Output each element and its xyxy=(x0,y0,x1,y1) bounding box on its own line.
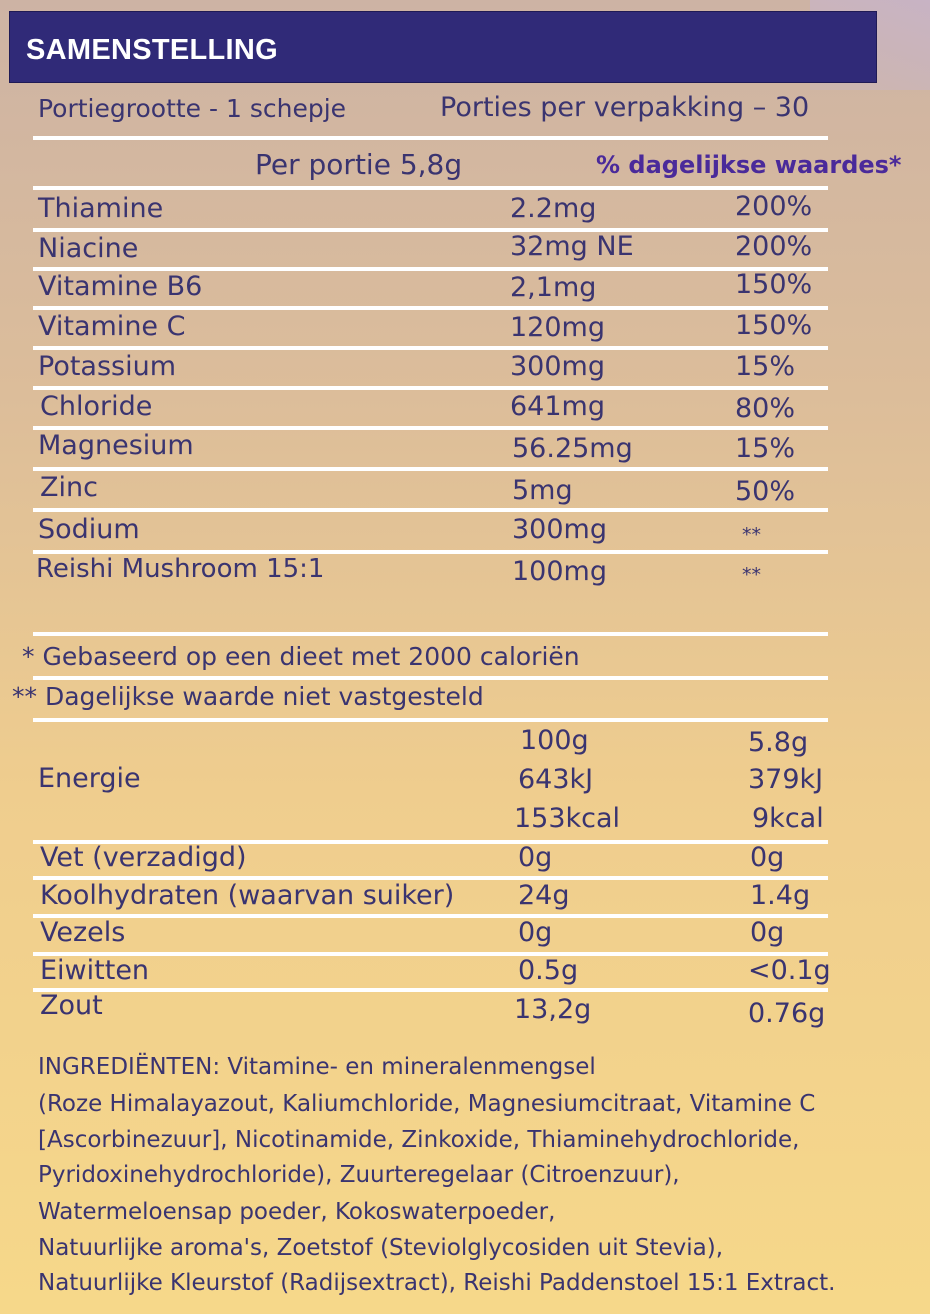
footnote-not-set: ** Dagelijkse waarde niet vastgesteld xyxy=(12,682,484,711)
nutrient-amount: 2.2mg xyxy=(510,193,597,224)
nutrient-name: Chloride xyxy=(40,391,153,422)
nutrient-amount: 120mg xyxy=(510,312,605,343)
nutrient-name: Vitamine C xyxy=(38,311,186,342)
energy-kj-100g: 643kJ xyxy=(518,764,594,795)
divider xyxy=(33,676,828,680)
nutrient-per-portion: 0.76g xyxy=(748,998,826,1029)
divider xyxy=(33,186,828,190)
nutrient-name: Vezels xyxy=(40,917,126,948)
nutrient-dv: 50% xyxy=(735,476,796,507)
section-header xyxy=(9,11,877,83)
nutrient-name: Eiwitten xyxy=(40,955,150,986)
divider xyxy=(33,508,828,512)
nutrient-dv: 15% xyxy=(735,351,796,382)
divider xyxy=(33,346,828,350)
divider xyxy=(33,914,828,918)
nutrient-dv: ** xyxy=(742,524,761,546)
divider xyxy=(33,467,828,471)
divider xyxy=(33,228,828,232)
ingredients-line: Watermeloensap poeder, Kokoswaterpoeder, xyxy=(38,1199,556,1225)
nutrient-per-100g: 24g xyxy=(518,880,570,911)
col-daily-value: % dagelijkse waardes* xyxy=(596,151,902,179)
divider xyxy=(33,632,828,636)
nutrient-per-100g: 0g xyxy=(518,917,553,948)
nutrient-name: Vet (verzadigd) xyxy=(40,842,247,873)
nutrient-dv: ** xyxy=(742,564,761,586)
nutrient-name: Vitamine B6 xyxy=(38,271,203,302)
divider xyxy=(33,386,828,390)
energy-kcal-portion: 9kcal xyxy=(752,803,824,834)
energy-kj-portion: 379kJ xyxy=(748,764,824,795)
nutrient-per-100g: 13,2g xyxy=(514,994,592,1025)
nutrient-amount: 300mg xyxy=(512,514,607,545)
nutrient-amount: 32mg NE xyxy=(510,231,634,262)
nutrient-name: Reishi Mushroom 15:1 xyxy=(36,554,325,584)
nutrient-name: Zinc xyxy=(40,472,98,503)
nutrient-per-portion: 0g xyxy=(750,917,785,948)
col-per-100g: 100g xyxy=(520,725,589,756)
nutrient-name: Potassium xyxy=(38,351,177,382)
nutrient-amount: 300mg xyxy=(510,351,605,382)
serving-size: Portiegrootte - 1 schepje xyxy=(38,94,347,123)
nutrient-name: Zout xyxy=(40,990,103,1021)
divider xyxy=(33,952,828,956)
nutrient-amount: 2,1mg xyxy=(510,272,597,303)
ingredients-line: Natuurlijke Kleurstof (Radijsextract), Reishi Paddenstoel 15:1 Extract. xyxy=(38,1270,836,1296)
nutrient-per-portion: <0.1g xyxy=(748,955,831,986)
ingredients-line: [Ascorbinezuur], Nicotinamide, Zinkoxide, Thiaminehydrochloride, xyxy=(38,1127,800,1153)
col-per-portion: Per portie 5,8g xyxy=(255,148,463,181)
nutrient-per-100g: 0g xyxy=(518,842,553,873)
nutrient-name: Koolhydraten (waarvan suiker) xyxy=(40,880,455,911)
ingredients-line: INGREDIËNTEN: Vitamine- en mineralenmengsel xyxy=(38,1054,596,1080)
nutrient-name: Magnesium xyxy=(38,430,194,461)
nutrient-per-portion: 1.4g xyxy=(750,880,811,911)
divider xyxy=(33,136,828,140)
nutrient-name: Thiamine xyxy=(38,193,164,224)
ingredients-line: Pyridoxinehydrochloride), Zuurteregelaar (Citroenzuur), xyxy=(38,1162,680,1188)
nutrient-dv: 200% xyxy=(735,191,813,222)
nutrient-dv: 80% xyxy=(735,393,796,424)
col-per-portion: 5.8g xyxy=(748,727,809,758)
nutrient-dv: 15% xyxy=(735,433,796,464)
nutrient-name: Niacine xyxy=(38,233,139,264)
nutrient-name: Sodium xyxy=(38,514,140,545)
ingredients-line: (Roze Himalayazout, Kaliumchloride, Magnesiumcitraat, Vitamine C xyxy=(38,1091,816,1117)
nutrient-per-100g: 0.5g xyxy=(518,955,579,986)
nutrient-per-portion: 0g xyxy=(750,842,785,873)
nutrient-amount: 5mg xyxy=(512,475,573,506)
divider xyxy=(33,718,828,722)
nutrient-dv: 150% xyxy=(735,269,813,300)
energy-kcal-100g: 153kcal xyxy=(514,803,621,834)
nutrient-amount: 100mg xyxy=(512,556,607,587)
divider xyxy=(33,306,828,310)
nutrient-amount: 56.25mg xyxy=(512,433,633,464)
section-title: SAMENSTELLING xyxy=(26,34,279,66)
ingredients-line: Natuurlijke aroma's, Zoetstof (Steviolglycosiden uit Stevia), xyxy=(38,1235,724,1261)
nutrient-amount: 641mg xyxy=(510,391,605,422)
nutrient-dv: 200% xyxy=(735,231,813,262)
divider xyxy=(33,988,828,992)
footnote-daily-basis: * Gebaseerd op een dieet met 2000 caloriën xyxy=(22,642,580,671)
servings-per-pack: Porties per verpakking – 30 xyxy=(440,92,810,123)
energy-label: Energie xyxy=(38,763,141,794)
nutrient-dv: 150% xyxy=(735,310,813,341)
